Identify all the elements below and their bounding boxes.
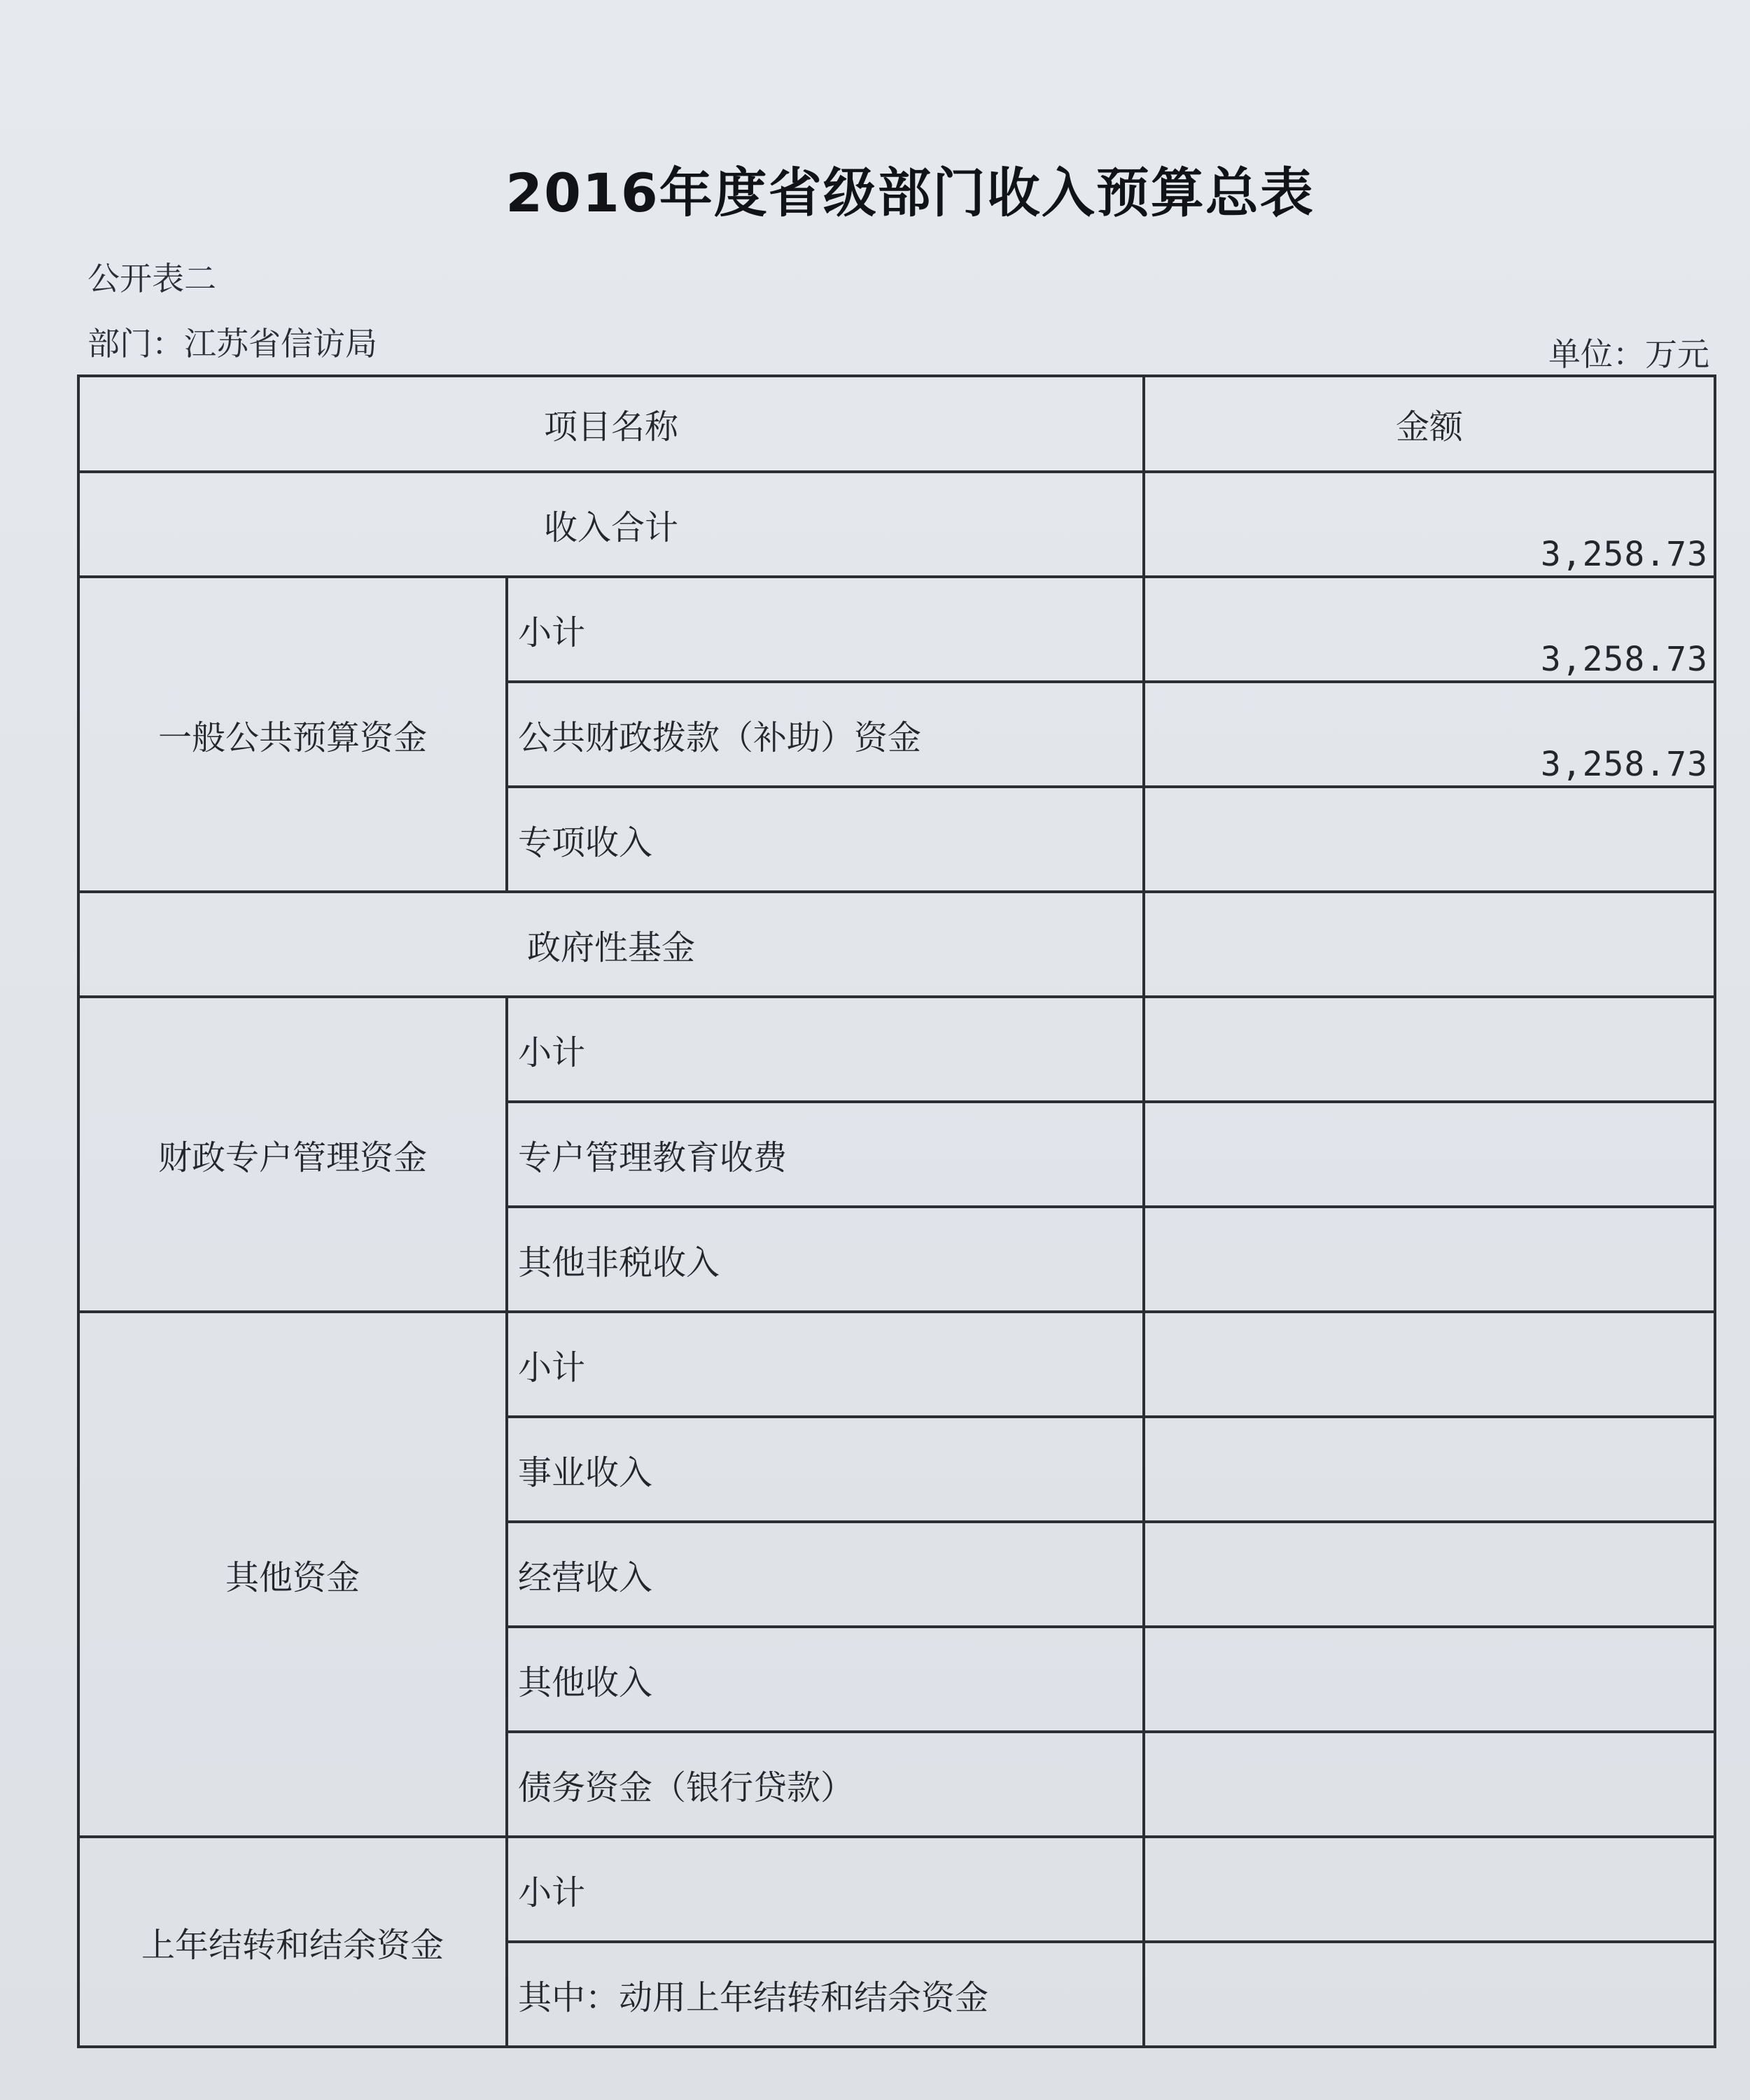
table-row — [78, 997, 1715, 1102]
total-amount: 3,258.73 — [1144, 472, 1715, 577]
row-amount: 3,258.73 — [1144, 577, 1715, 682]
total-label: 收入合计 — [78, 472, 1144, 577]
category-general-budget: 一般公共预算资金 — [78, 577, 507, 892]
row-amount — [1144, 1417, 1715, 1522]
row-label: 专户管理教育收费 — [507, 1102, 1144, 1207]
row-label: 专项收入 — [507, 787, 1144, 892]
row-amount — [1144, 1942, 1715, 2047]
category-other-funds: 其他资金 — [78, 1312, 507, 1837]
header-amount: 金额 — [1144, 376, 1715, 472]
header-item-name: 项目名称 — [78, 376, 1144, 472]
gov-fund-label: 政府性基金 — [78, 892, 1144, 997]
document-title: 2016年度省级部门收入预算总表 — [505, 162, 1315, 224]
unit-label: 单位：万元 — [1548, 335, 1709, 373]
row-label: 小计 — [507, 997, 1144, 1102]
row-amount — [1144, 1627, 1715, 1732]
row-amount — [1144, 1207, 1715, 1312]
category-carryover: 上年结转和结余资金 — [78, 1837, 507, 2047]
table-header-row — [78, 376, 1715, 472]
row-amount — [1144, 1102, 1715, 1207]
row-amount — [1144, 997, 1715, 1102]
table-row — [78, 1837, 1715, 1942]
row-amount — [1144, 1837, 1715, 1942]
row-amount — [1144, 787, 1715, 892]
row-label: 其他非税收入 — [507, 1207, 1144, 1312]
row-label: 事业收入 — [507, 1417, 1144, 1522]
row-label: 债务资金（银行贷款） — [507, 1732, 1144, 1837]
row-amount — [1144, 1732, 1715, 1837]
row-amount — [1144, 1312, 1715, 1417]
row-label: 经营收入 — [507, 1522, 1144, 1627]
row-label: 其他收入 — [507, 1627, 1144, 1732]
table-row — [78, 577, 1715, 682]
row-label: 小计 — [507, 1312, 1144, 1417]
income-budget-table — [77, 374, 1716, 2048]
table-row-gov-fund — [78, 892, 1715, 997]
row-amount: 3,258.73 — [1144, 682, 1715, 787]
gov-fund-amount — [1144, 892, 1715, 997]
department-label: 部门：江苏省信访局 — [88, 325, 377, 363]
row-label: 小计 — [507, 577, 1144, 682]
row-label: 公共财政拨款（补助）资金 — [507, 682, 1144, 787]
table-row — [78, 1312, 1715, 1417]
row-label: 其中：动用上年结转和结余资金 — [507, 1942, 1144, 2047]
row-amount — [1144, 1522, 1715, 1627]
row-label: 小计 — [507, 1837, 1144, 1942]
form-number: 公开表二 — [88, 260, 216, 298]
table-row-total — [78, 472, 1715, 577]
category-special-account: 财政专户管理资金 — [78, 997, 507, 1312]
